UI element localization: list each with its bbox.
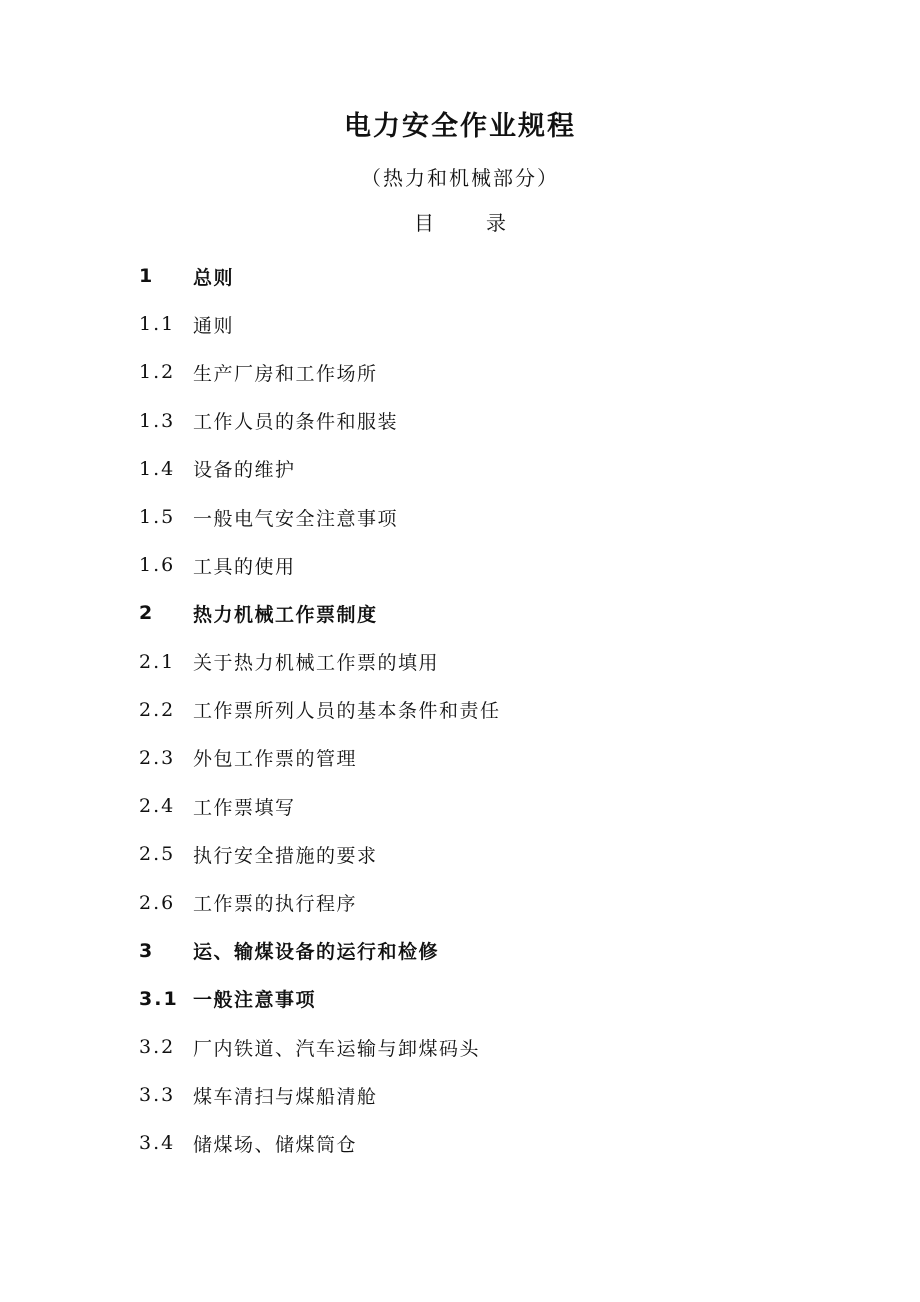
table-of-contents [139, 252, 839, 1168]
toc-entry-number: 1.2 [139, 361, 176, 384]
toc-entry-number: 3.4 [139, 1132, 176, 1155]
toc-entry[interactable] [139, 300, 839, 348]
toc-entry-title: 运、输煤设备的运行和检修 [193, 941, 440, 964]
toc-entry-title: 总则 [193, 266, 235, 289]
toc-entry[interactable] [139, 348, 839, 396]
toc-entry[interactable] [139, 638, 839, 686]
toc-entry-number: 2 [139, 602, 155, 625]
toc-entry-number: 2.2 [139, 698, 176, 721]
toc-entry[interactable] [139, 830, 839, 878]
toc-entry[interactable] [139, 493, 839, 541]
toc-entry[interactable] [139, 975, 839, 1023]
toc-entry-number: 1.6 [139, 554, 176, 577]
toc-entry[interactable] [139, 1119, 839, 1167]
toc-entry[interactable] [139, 252, 839, 300]
toc-entry-number: 1.5 [139, 506, 176, 529]
toc-entry[interactable] [139, 589, 839, 637]
toc-entry-title: 一般注意事项 [193, 989, 317, 1012]
toc-entry-title: 通则 [193, 314, 235, 337]
toc-entry[interactable] [139, 782, 839, 830]
toc-entry[interactable] [139, 734, 839, 782]
toc-entry-number: 2.3 [139, 746, 176, 769]
toc-entry-number: 1 [139, 265, 155, 288]
document-subtitle: （热力和机械部分） [361, 166, 559, 190]
toc-entry-number: 1.1 [139, 313, 176, 336]
toc-entry-title: 外包工作票的管理 [193, 748, 358, 771]
toc-entry[interactable] [139, 878, 839, 926]
toc-entry-number: 3.1 [139, 987, 179, 1010]
toc-entry-title: 工作票填写 [193, 796, 296, 819]
toc-entry-title: 厂内铁道、汽车运输与卸煤码头 [193, 1037, 481, 1060]
toc-entry[interactable] [139, 445, 839, 493]
toc-entry-title: 储煤场、储煤筒仓 [193, 1133, 358, 1156]
toc-entry-number: 2.6 [139, 891, 176, 914]
toc-entry[interactable] [139, 541, 839, 589]
toc-entry-title: 煤车清扫与煤船清舱 [193, 1085, 378, 1108]
toc-entry[interactable] [139, 1071, 839, 1119]
toc-entry-number: 3.3 [139, 1084, 176, 1107]
toc-entry-number: 1.4 [139, 457, 176, 480]
toc-entry-title: 工作票所列人员的基本条件和责任 [193, 700, 501, 723]
toc-entry-title: 关于热力机械工作票的填用 [193, 652, 440, 675]
toc-entry-number: 2.4 [139, 795, 176, 818]
toc-entry[interactable] [139, 1023, 839, 1071]
toc-entry-number: 3 [139, 939, 155, 962]
toc-entry-title: 工具的使用 [193, 555, 296, 578]
toc-entry-title: 热力机械工作票制度 [193, 603, 378, 626]
toc-entry-title: 一般电气安全注意事项 [193, 507, 399, 530]
toc-entry-number: 1.3 [139, 409, 176, 432]
toc-entry-number: 2.5 [139, 843, 176, 866]
toc-entry[interactable] [139, 686, 839, 734]
toc-entry-title: 工作人员的条件和服装 [193, 411, 399, 434]
toc-entry-title: 设备的维护 [193, 459, 296, 482]
toc-entry-number: 3.2 [139, 1036, 176, 1059]
toc-entry-number: 2.1 [139, 650, 176, 673]
toc-heading-left: 目 [414, 211, 434, 235]
toc-heading-right: 录 [486, 211, 506, 235]
document-title: 电力安全作业规程 [344, 111, 576, 142]
toc-entry[interactable] [139, 927, 839, 975]
toc-entry-title: 生产厂房和工作场所 [193, 362, 378, 385]
toc-entry-title: 工作票的执行程序 [193, 893, 358, 916]
toc-entry-title: 执行安全措施的要求 [193, 844, 378, 867]
toc-entry[interactable] [139, 397, 839, 445]
toc-heading [0, 207, 920, 239]
